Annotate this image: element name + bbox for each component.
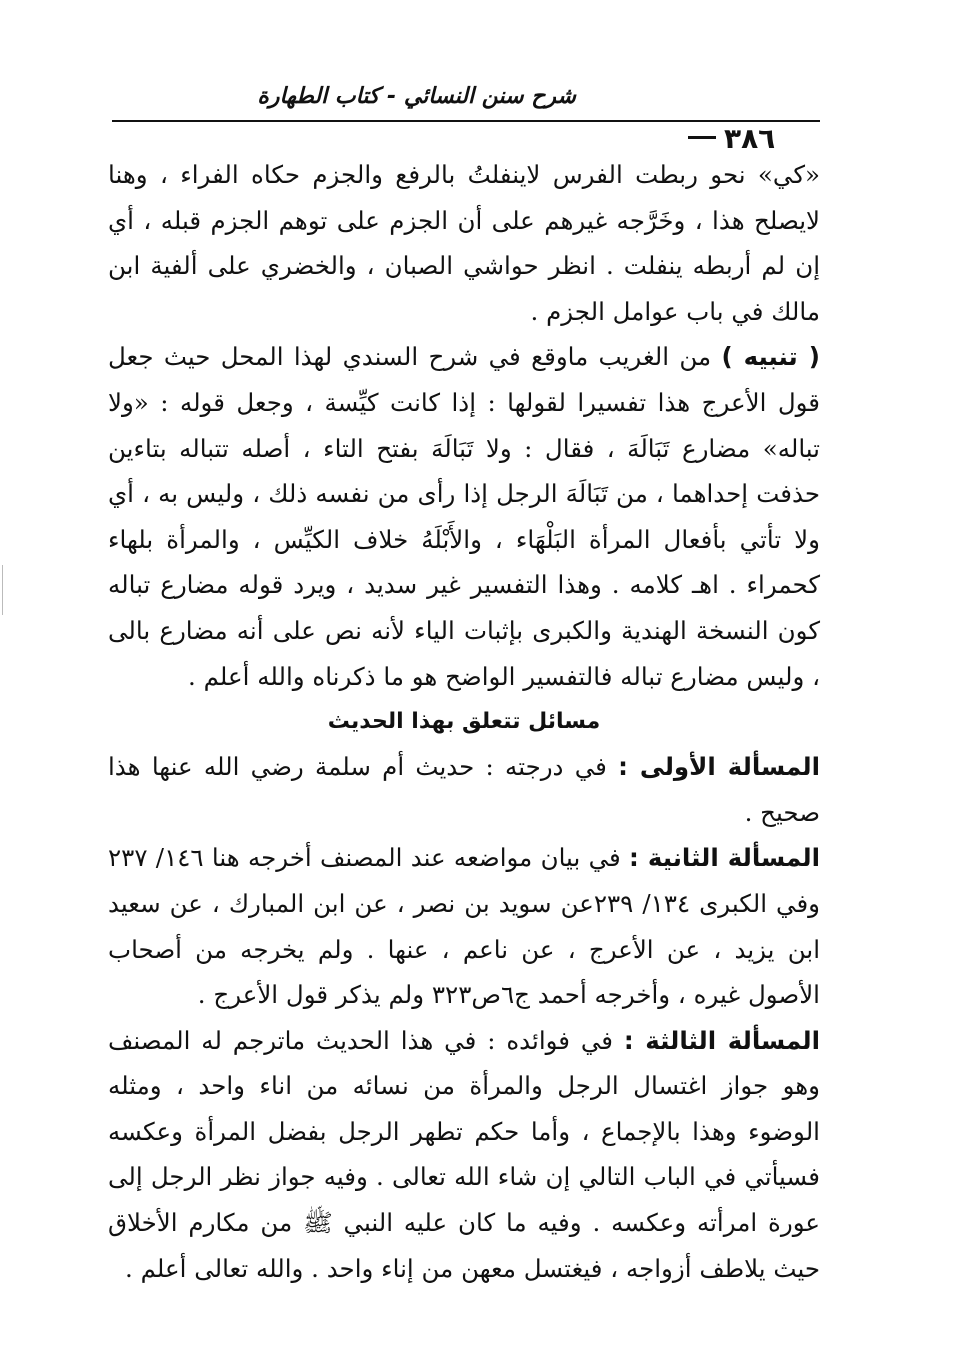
issue-2-label: المسألة الثانية :: [629, 843, 820, 873]
issue-3: [108, 1018, 820, 1292]
paragraph-intro: «كي» نحو ربطت الفرس لاينفلتُ بالرفع والجزم حكاه الفراء ، وهنا لايصلح هذا ، وخَرَّجه غيرهم على أن الجزم على توهم الجزم قبله ، أي إن لم أربطه ينفلت . انظر حواشي الصبان ، والخضري على ألفية ابن مالك في باب عوامل الجزم .: [108, 160, 820, 326]
note-label: ( تنبيه ): [721, 342, 820, 372]
issue-3-label: المسألة الثالثة :: [623, 1025, 820, 1055]
note-text: من الغريب ماوقع في شرح السندي لهذا المحل حيث جعل قول الأعرج هذا تفسيرا لقولها : إذا كانت كيِّسة ، وجعل قوله : «ولا تباله» مضارع تَبَالَهَ ، فقال : ولا تَبَالَهَ بفتح التاء ، أصله تتباله بتاءين حذفت إحداهما ، من تَبَالَهَ الرجل إذا رأى من نفسه ذلك ، وليس به ، أي ولا تأتي بأفعال المرأة البَلْهَاء ، والأَبْلَهُ خلاف الكيِّس ، والمرأة بلهاء كحمراء . اهـ كلامه . وهذا التفسير غير سديد ، ويرد قوله مضارع تباله كون النسخة الهندية والكبرى بإثبات الياء لأنه نص على أنه مضارع بالى ، وليس مضارع تباله فالتفسير الواضح هو ما ذكرناه والله أعلم .: [108, 342, 820, 691]
issue-2-text: في بيان مواضعه عند المصنف أخرجه هنا ١٤٦/ ٢٣٧ وفي الكبرى ١٣٤/ ٢٣٩عن سويد بن نصر ، عن ابن المبارك ، عن سعيد ابن يزيد ، عن الأعرج ، عن ناعم ، عنها . ولم يخرجه من أصحاب الأصول غيره ، وأخرجه أحمد ج٦ص٣٢٣ ولم يذكر قول الأعرج .: [108, 843, 820, 1010]
running-header-title: شرح سنن النسائي - كتاب الطهارة: [257, 84, 576, 109]
scan-edge-mark: [2, 565, 3, 615]
page-number-dash: [688, 136, 716, 139]
issue-1-text: في درجته : حديث أم سلمة رضي الله عنها هذا صحيح .: [108, 752, 820, 827]
issue-2: [108, 835, 820, 1017]
issue-1-label: المسألة الأولى :: [618, 752, 820, 782]
page-number: ٣٨٦: [724, 122, 776, 155]
issue-1: [108, 744, 820, 835]
issue-3-text: في فوائده : في هذا الحديث ماترجم له المصنف وهو جواز اغتسال الرجل والمرأة من نسائه من اناء واحد ، ومثله الوضوء وهذا بالإجماع ، وأما حكم تطهر الرجل بفضل المرأة وعكسه فسيأتي في الباب التالي إن شاء الله تعالى . وفيه جواز نظر الرجل إلى عورة امرأته وعكسه . وفيه ما كان عليه النبي ﷺ من مكارم الأخلاق حيث يلاطف أزواجه ، فيغتسل معهن من إناء واحد . والله تعالى أعلم .: [108, 1025, 820, 1283]
section-heading: مسائل تتعلق بهذا الحديث: [327, 709, 601, 735]
paragraph-note: [108, 334, 820, 699]
main-text: [108, 152, 820, 1291]
